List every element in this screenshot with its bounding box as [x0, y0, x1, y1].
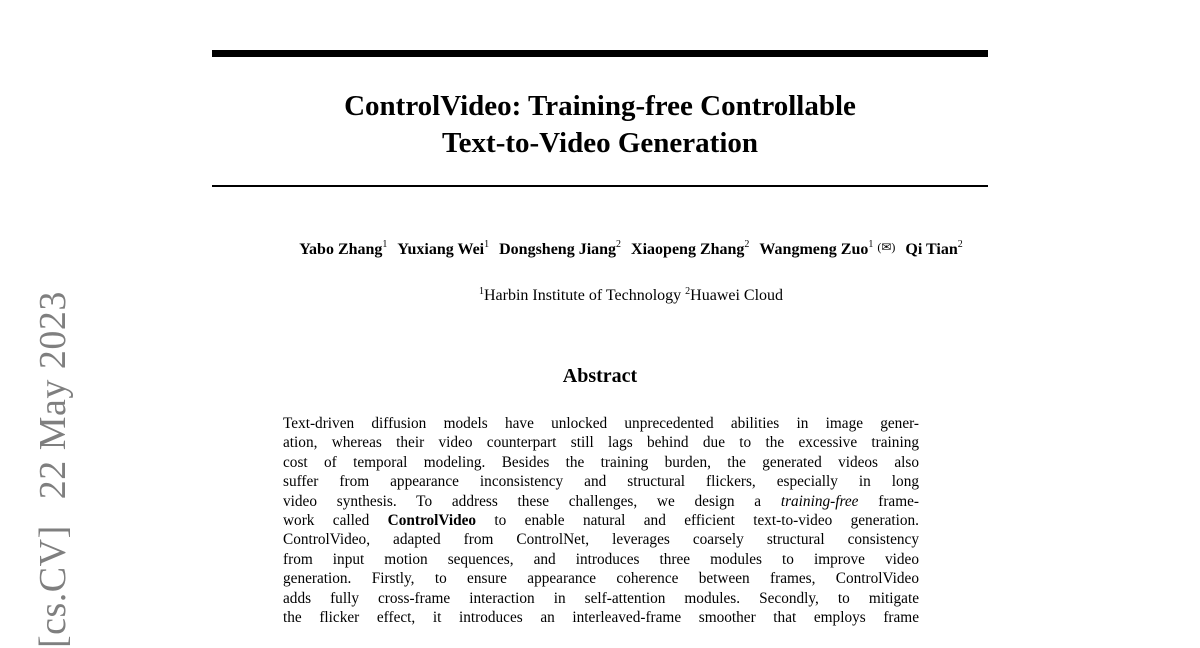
- author: Xiaopeng Zhang$^2$: [631, 239, 750, 258]
- paper-title: [212, 88, 988, 162]
- paper-title-line-1: ControlVideo: Training-free Controllable: [344, 90, 856, 122]
- abstract-line: video synthesis. To address these challenges, we design a training-free frame-: [283, 492, 919, 510]
- abstract-heading: Abstract: [562, 365, 638, 387]
- emphasis-training-free: training-free: [780, 492, 859, 510]
- abstract-line: work called ControlVideo to enable natural and efficient text-to-video generation.: [283, 512, 919, 530]
- affiliation: Huawei Cloud: [690, 287, 784, 304]
- author: Qi Tian$^2$: [905, 239, 963, 258]
- affiliations: $^1$Harbin Institute of Technology $^2$Huawei Cloud: [478, 286, 784, 304]
- author-list: [0, 241, 1200, 259]
- affiliation: Harbin Institute of Technology: [483, 287, 682, 304]
- author: Dongsheng Jiang$^2$: [499, 239, 622, 258]
- email-envelope-icon: (✉): [877, 240, 896, 254]
- title-bottom-rule: [212, 185, 988, 187]
- author: Yabo Zhang$^1$: [299, 239, 388, 258]
- author: Yuxiang Wei$^1$: [397, 239, 490, 258]
- abstract-line: from input motion sequences, and introduces three modules to improve video: [283, 550, 919, 568]
- abstract-line: Text-driven diffusion models have unlocked unprecedented abilities in image gener-: [283, 415, 919, 432]
- arxiv-sidebar-stamp: [31, 291, 75, 648]
- abstract-line: suffer from appearance inconsistency and structural flickers, especially in long: [283, 473, 919, 491]
- arxiv-date: 22 May 2023: [32, 291, 74, 500]
- abstract-line: generation. Firstly, to ensure appearance coherence between frames, ControlVideo: [283, 570, 919, 588]
- author: Wangmeng Zuo$^1$ (✉): [759, 239, 896, 258]
- abstract-line: ation, whereas their video counterpart still lags behind due to the excessive training: [283, 434, 919, 452]
- abstract-body: [283, 414, 919, 627]
- method-name-controlvideo: ControlVideo: [387, 512, 477, 530]
- abstract-line: adds fully cross-frame interaction in self-attention modules. Secondly, to mitigate: [283, 589, 919, 607]
- abstract-line: cost of temporal modeling. Besides the training burden, the generated videos also: [283, 453, 919, 471]
- abstract-line: ControlVideo, adapted from ControlNet, leverages coarsely structural consistency: [283, 531, 919, 549]
- paper-title-line-2: Text-to-Video Generation: [442, 127, 758, 159]
- title-top-rule: [212, 50, 988, 57]
- arxiv-category: [cs.CV]: [32, 525, 74, 648]
- abstract-line: the flicker effect, it introduces an interleaved-frame smoother that employs frame: [283, 609, 919, 627]
